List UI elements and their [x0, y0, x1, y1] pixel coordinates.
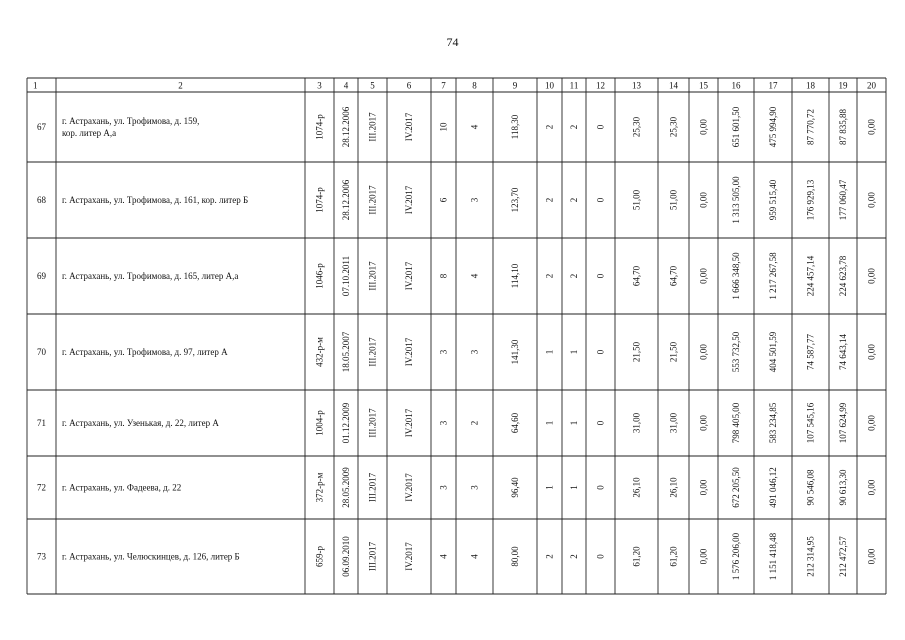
- cell-value: 1074-р: [314, 187, 325, 213]
- cell-value: 0,00: [698, 192, 709, 208]
- address-text: г. Астрахань, ул. Трофимова, д. 161, кор. литер Б: [62, 195, 249, 205]
- cell-value: 672 205,50: [731, 467, 741, 508]
- cell-value: 8: [438, 273, 449, 279]
- cell-value: 553 732,50: [731, 331, 741, 373]
- cell-value: 1 313 505,00: [731, 176, 741, 224]
- cell-value: 0: [595, 197, 606, 203]
- page-number: 74: [446, 35, 459, 49]
- cell-value: 2: [569, 124, 579, 130]
- column-header: 19: [838, 80, 848, 91]
- address-text: г. Астрахань, ул. Трофимова, д. 165, литер А,а: [62, 271, 239, 281]
- cell-value: 651 601,50: [731, 106, 741, 148]
- cell-value: 90 546,08: [805, 469, 816, 506]
- cell-value: 583 234,85: [768, 402, 778, 444]
- cell-value: 31,00: [631, 412, 642, 434]
- cell-value: 1: [569, 485, 579, 490]
- cell-value: 01.12.2009: [341, 402, 351, 444]
- cell-value: 1: [544, 420, 555, 426]
- cell-value: 25,30: [668, 116, 679, 138]
- column-header: 13: [632, 80, 641, 91]
- cell-value: 176 929,13: [805, 179, 816, 221]
- column-header: 4: [343, 80, 349, 91]
- cell-value: 26,10: [668, 477, 679, 498]
- column-header: 12: [596, 80, 605, 91]
- cell-value: 2: [569, 197, 579, 203]
- cell-value: 0,00: [866, 344, 877, 360]
- cell-value: 798 405,00: [731, 402, 741, 444]
- column-header: 2: [178, 80, 183, 91]
- cell-value: 0,00: [698, 479, 709, 496]
- cell-value: 475 994,90: [768, 106, 778, 148]
- column-header: 20: [867, 80, 876, 91]
- cell-value: 87 770,72: [805, 109, 816, 145]
- row-number: 69: [37, 271, 46, 281]
- column-header: 18: [806, 80, 815, 91]
- column-header: 1: [33, 80, 38, 91]
- cell-value: 0,00: [866, 119, 877, 135]
- column-header: 6: [406, 80, 412, 91]
- cell-value: 491 046,12: [768, 467, 778, 508]
- cell-value: 1074-р: [314, 114, 325, 140]
- cell-value: 1 151 418,48: [768, 532, 778, 581]
- cell-value: 0: [595, 420, 606, 426]
- cell-value: 28.12.2006: [341, 106, 351, 148]
- cell-value: 0: [595, 273, 606, 279]
- address-text: г. Астрахань, ул. Трофимова, д. 159,: [62, 116, 200, 126]
- column-header: 11: [569, 80, 579, 91]
- cell-value: 3: [469, 349, 480, 355]
- cell-value: IV.2017: [404, 337, 414, 367]
- cell-value: 51,00: [631, 189, 642, 211]
- cell-value: 659-р: [314, 546, 325, 567]
- row-number: 67: [37, 122, 46, 132]
- cell-value: 224 623,78: [838, 255, 848, 297]
- cell-value: 1: [569, 349, 579, 355]
- cell-value: IV.2017: [404, 112, 414, 142]
- cell-value: 80,00: [510, 546, 520, 567]
- column-header: 8: [472, 80, 477, 91]
- column-header: 9: [512, 80, 518, 91]
- cell-value: 0,00: [698, 344, 709, 360]
- cell-value: 2: [469, 420, 480, 426]
- cell-value: 0: [595, 124, 606, 130]
- cell-value: III.2017: [367, 408, 378, 438]
- cell-value: 21,50: [631, 341, 642, 363]
- cell-value: 1004-р: [314, 410, 325, 436]
- cell-value: 2: [544, 554, 555, 559]
- cell-value: 0,00: [866, 479, 877, 496]
- row-number: 73: [37, 551, 46, 562]
- cell-value: 26,10: [631, 477, 642, 498]
- cell-value: 4: [469, 124, 480, 130]
- cell-value: 1: [544, 485, 555, 490]
- cell-value: 0,00: [698, 548, 709, 565]
- address-text: г. Астрахань, ул. Трофимова, д. 97, литер А: [62, 347, 228, 357]
- cell-value: 1 217 267,58: [768, 252, 778, 300]
- cell-value: III.2017: [367, 472, 378, 503]
- cell-value: 1: [544, 349, 555, 355]
- cell-value: 3: [438, 420, 449, 426]
- cell-value: 0,00: [698, 119, 709, 135]
- cell-value: 2: [569, 273, 579, 279]
- cell-value: 2: [544, 124, 555, 130]
- cell-value: 224 457,14: [805, 255, 816, 297]
- column-header: 15: [699, 80, 708, 91]
- cell-value: 90 613,30: [838, 469, 848, 506]
- cell-value: 3: [469, 485, 480, 490]
- cell-value: 0: [595, 349, 606, 355]
- cell-value: 64,60: [510, 412, 520, 434]
- cell-value: 28.12.2006: [341, 179, 351, 221]
- cell-value: 64,70: [668, 265, 679, 287]
- cell-value: 0,00: [698, 415, 709, 431]
- cell-value: 28.05.2009: [341, 467, 351, 508]
- cell-value: 4: [438, 554, 449, 559]
- cell-value: 141,30: [510, 339, 520, 365]
- address-text: кор. литер А,а: [62, 128, 117, 138]
- row-number: 68: [37, 195, 46, 205]
- cell-value: III.2017: [367, 541, 378, 572]
- row-number: 71: [37, 418, 46, 428]
- cell-value: 212 472,57: [838, 536, 848, 577]
- cell-value: 06.09.2010: [341, 536, 351, 577]
- cell-value: 0,00: [866, 268, 877, 284]
- address-text: г. Астрахань, ул. Челюскинцев, д. 126, литер Б: [62, 551, 240, 562]
- cell-value: 2: [544, 197, 555, 203]
- cell-value: 0: [595, 554, 606, 559]
- cell-value: 0,00: [698, 268, 709, 284]
- cell-value: 07.10.2011: [341, 255, 351, 297]
- cell-value: 4: [469, 554, 480, 559]
- cell-value: 177 060,47: [838, 179, 848, 221]
- column-header: 10: [545, 80, 554, 91]
- cell-value: 21,50: [668, 341, 679, 363]
- cell-value: 74 643,14: [838, 334, 848, 370]
- cell-value: 10: [438, 122, 449, 132]
- cell-value: 0,00: [866, 548, 877, 565]
- column-header: 14: [669, 80, 678, 91]
- cell-value: 3: [438, 349, 449, 355]
- cell-value: 432-р-м: [314, 337, 325, 367]
- cell-value: 64,70: [631, 265, 642, 287]
- cell-value: 74 587,77: [805, 334, 816, 370]
- cell-value: IV.2017: [404, 542, 414, 571]
- cell-value: 25,30: [631, 116, 642, 138]
- cell-value: III.2017: [367, 185, 378, 215]
- cell-value: III.2017: [367, 337, 378, 367]
- cell-value: 1: [569, 420, 579, 426]
- cell-value: IV.2017: [404, 408, 414, 438]
- cell-value: 4: [469, 273, 480, 279]
- cell-value: 404 501,59: [768, 331, 778, 373]
- cell-value: 212 314,95: [805, 536, 816, 577]
- cell-value: 3: [469, 197, 480, 203]
- cell-value: 107 624,99: [838, 402, 848, 444]
- cell-value: 2: [569, 554, 579, 559]
- cell-value: 61,20: [631, 546, 642, 567]
- cell-value: III.2017: [367, 112, 378, 142]
- cell-value: IV.2017: [404, 473, 414, 502]
- cell-value: 0,00: [866, 192, 877, 208]
- cell-value: 3: [438, 485, 449, 490]
- cell-value: 959 515,40: [768, 179, 778, 221]
- column-header: 16: [731, 80, 741, 91]
- cell-value: IV.2017: [404, 261, 414, 291]
- row-number: 72: [37, 482, 46, 493]
- cell-value: 372-р-м: [314, 472, 325, 503]
- cell-value: 0,00: [866, 415, 877, 431]
- cell-value: 107 545,16: [805, 402, 816, 444]
- cell-value: 6: [438, 197, 449, 203]
- cell-value: 96,40: [510, 477, 520, 498]
- address-text: г. Астрахань, ул. Узенькая, д. 22, литер А: [62, 418, 219, 428]
- cell-value: 18.05.2007: [341, 331, 351, 373]
- cell-value: 61,20: [668, 546, 679, 567]
- cell-value: 51,00: [668, 189, 679, 211]
- column-header: 7: [441, 80, 446, 91]
- cell-value: 31,00: [668, 412, 679, 434]
- cell-value: IV.2017: [404, 185, 414, 215]
- column-header: 17: [768, 80, 778, 91]
- cell-value: 2: [544, 273, 555, 279]
- column-header: 3: [317, 80, 322, 91]
- cell-value: 114,10: [510, 263, 520, 289]
- cell-value: 123,70: [510, 187, 520, 213]
- cell-value: 118,30: [510, 114, 520, 140]
- cell-value: 1 666 348,50: [731, 252, 741, 300]
- address-text: г. Астрахань, ул. Фадеева, д. 22: [62, 482, 182, 493]
- cell-value: 1046-р: [314, 263, 325, 289]
- column-header: 5: [370, 80, 375, 91]
- cell-value: 0: [595, 485, 606, 490]
- cell-value: 1 576 206,00: [731, 532, 741, 581]
- row-number: 70: [37, 347, 46, 357]
- cell-value: 87 835,88: [838, 109, 848, 145]
- cell-value: III.2017: [367, 261, 378, 291]
